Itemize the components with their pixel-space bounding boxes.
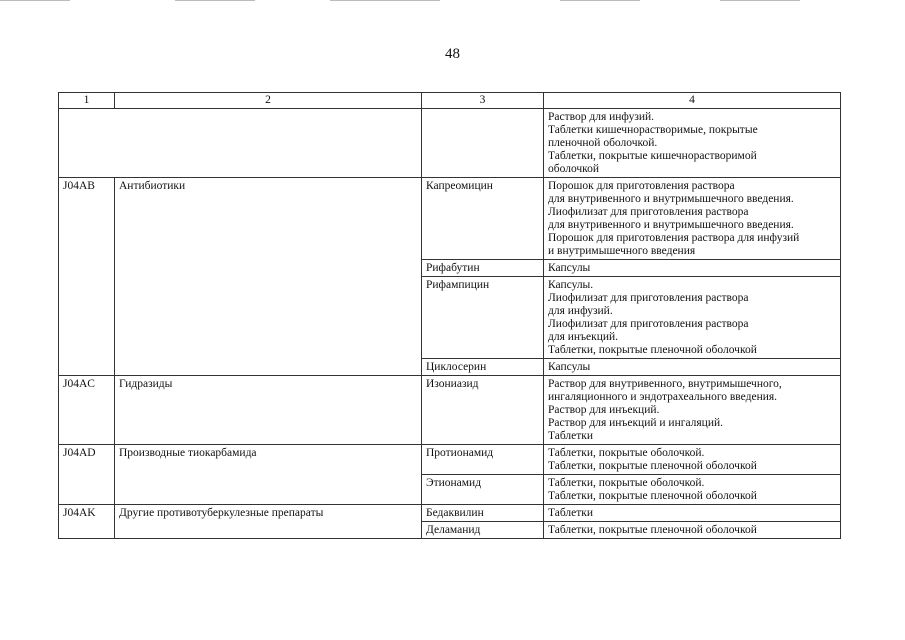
dosage-form-line: и внутримышечного введения — [548, 245, 696, 257]
table-row — [59, 505, 841, 522]
dosage-form-line: Лиофилизат для приготовления раствора — [548, 206, 749, 218]
dosage-form-line: Раствор для инъекций. — [548, 404, 660, 416]
atc-group-name-cell: Антибиотики — [115, 178, 422, 376]
page-number: 48 — [445, 46, 460, 62]
dosage-forms-cell — [544, 178, 841, 260]
atc-code-cell: J04AB — [59, 178, 115, 376]
dosage-form-line: для инъекций. — [548, 331, 619, 343]
drug-name-cell: Деламанид — [422, 522, 544, 539]
dosage-form-line: для внутривенного и внутримышечного введения. — [548, 219, 794, 231]
drug-name-cell: Циклосерин — [422, 359, 544, 376]
empty-cell — [422, 109, 544, 178]
dosage-form-line: Таблетки, покрытые оболочкой. — [548, 447, 705, 459]
dosage-forms-cell — [544, 109, 841, 178]
top-scan-edge — [0, 0, 905, 1]
dosage-forms-cell — [544, 277, 841, 359]
empty-cell — [59, 109, 422, 178]
dosage-form-line: Капсулы. — [548, 279, 594, 291]
dosage-forms-cell — [544, 522, 841, 539]
dosage-form-line: Таблетки, покрытые кишечнорастворимой — [548, 150, 757, 162]
column-header: 4 — [544, 93, 841, 109]
dosage-form-line: Таблетки, покрытые пленочной оболочкой — [548, 344, 757, 356]
drug-table — [58, 92, 841, 539]
header-row — [59, 93, 841, 109]
dosage-forms-cell — [544, 505, 841, 522]
drug-name-cell: Изониазид — [422, 376, 544, 445]
dosage-form-line: для инфузий. — [548, 305, 613, 317]
column-header: 3 — [422, 93, 544, 109]
dosage-form-line: пленочной оболочкой. — [548, 137, 658, 149]
dosage-form-line: Таблетки, покрытые оболочкой. — [548, 477, 705, 489]
dosage-form-line: для внутривенного и внутримышечного введения. — [548, 193, 794, 205]
dosage-form-line: Таблетки — [548, 430, 594, 442]
column-header: 1 — [59, 93, 115, 109]
dosage-form-line: Капсулы — [548, 262, 591, 274]
dosage-form-line: Лиофилизат для приготовления раствора — [548, 292, 749, 304]
drug-name-cell: Рифампицин — [422, 277, 544, 359]
dosage-form-line: Раствор для инъекций и ингаляций. — [548, 417, 724, 429]
table-row — [59, 178, 841, 260]
dosage-form-line: Порошок для приготовления раствора для инфузий — [548, 232, 800, 244]
drug-name-cell: Протионамид — [422, 445, 544, 475]
table-body — [59, 109, 841, 539]
dosage-form-line: Таблетки, покрытые пленочной оболочкой — [548, 490, 757, 502]
dosage-form-line: Лиофилизат для приготовления раствора — [548, 318, 749, 330]
drug-name-cell: Рифабутин — [422, 260, 544, 277]
dosage-form-line: Капсулы — [548, 361, 591, 373]
dosage-form-line: Таблетки — [548, 507, 594, 519]
dosage-forms-cell — [544, 359, 841, 376]
dosage-forms-cell — [544, 475, 841, 505]
dosage-form-line: Таблетки, покрытые пленочной оболочкой — [548, 460, 757, 472]
table-row — [59, 445, 841, 475]
table-row — [59, 109, 841, 178]
dosage-form-line: Таблетки, покрытые пленочной оболочкой — [548, 524, 757, 536]
dosage-form-line: оболочкой — [548, 163, 600, 175]
dosage-form-line: Раствор для внутривенного, внутримышечного, — [548, 378, 782, 390]
atc-group-name-cell: Гидразиды — [115, 376, 422, 445]
drug-name-cell: Капреомицин — [422, 178, 544, 260]
dosage-form-line: Раствор для инфузий. — [548, 111, 655, 123]
dosage-form-line: ингаляционного и эндотрахеального введения. — [548, 391, 778, 403]
atc-group-name-cell: Другие противотуберкулезные препараты — [115, 505, 422, 539]
atc-code-cell: J04AC — [59, 376, 115, 445]
dosage-forms-cell — [544, 376, 841, 445]
dosage-form-line: Таблетки кишечнорастворимые, покрытые — [548, 124, 758, 136]
atc-code-cell: J04AD — [59, 445, 115, 505]
drug-name-cell: Бедаквилин — [422, 505, 544, 522]
dosage-forms-cell — [544, 260, 841, 277]
dosage-form-line: Порошок для приготовления раствора — [548, 180, 735, 192]
atc-code-cell: J04AK — [59, 505, 115, 539]
drug-name-cell: Этионамид — [422, 475, 544, 505]
dosage-forms-cell — [544, 445, 841, 475]
atc-group-name-cell: Производные тиокарбамида — [115, 445, 422, 505]
table-row — [59, 376, 841, 445]
column-header: 2 — [115, 93, 422, 109]
